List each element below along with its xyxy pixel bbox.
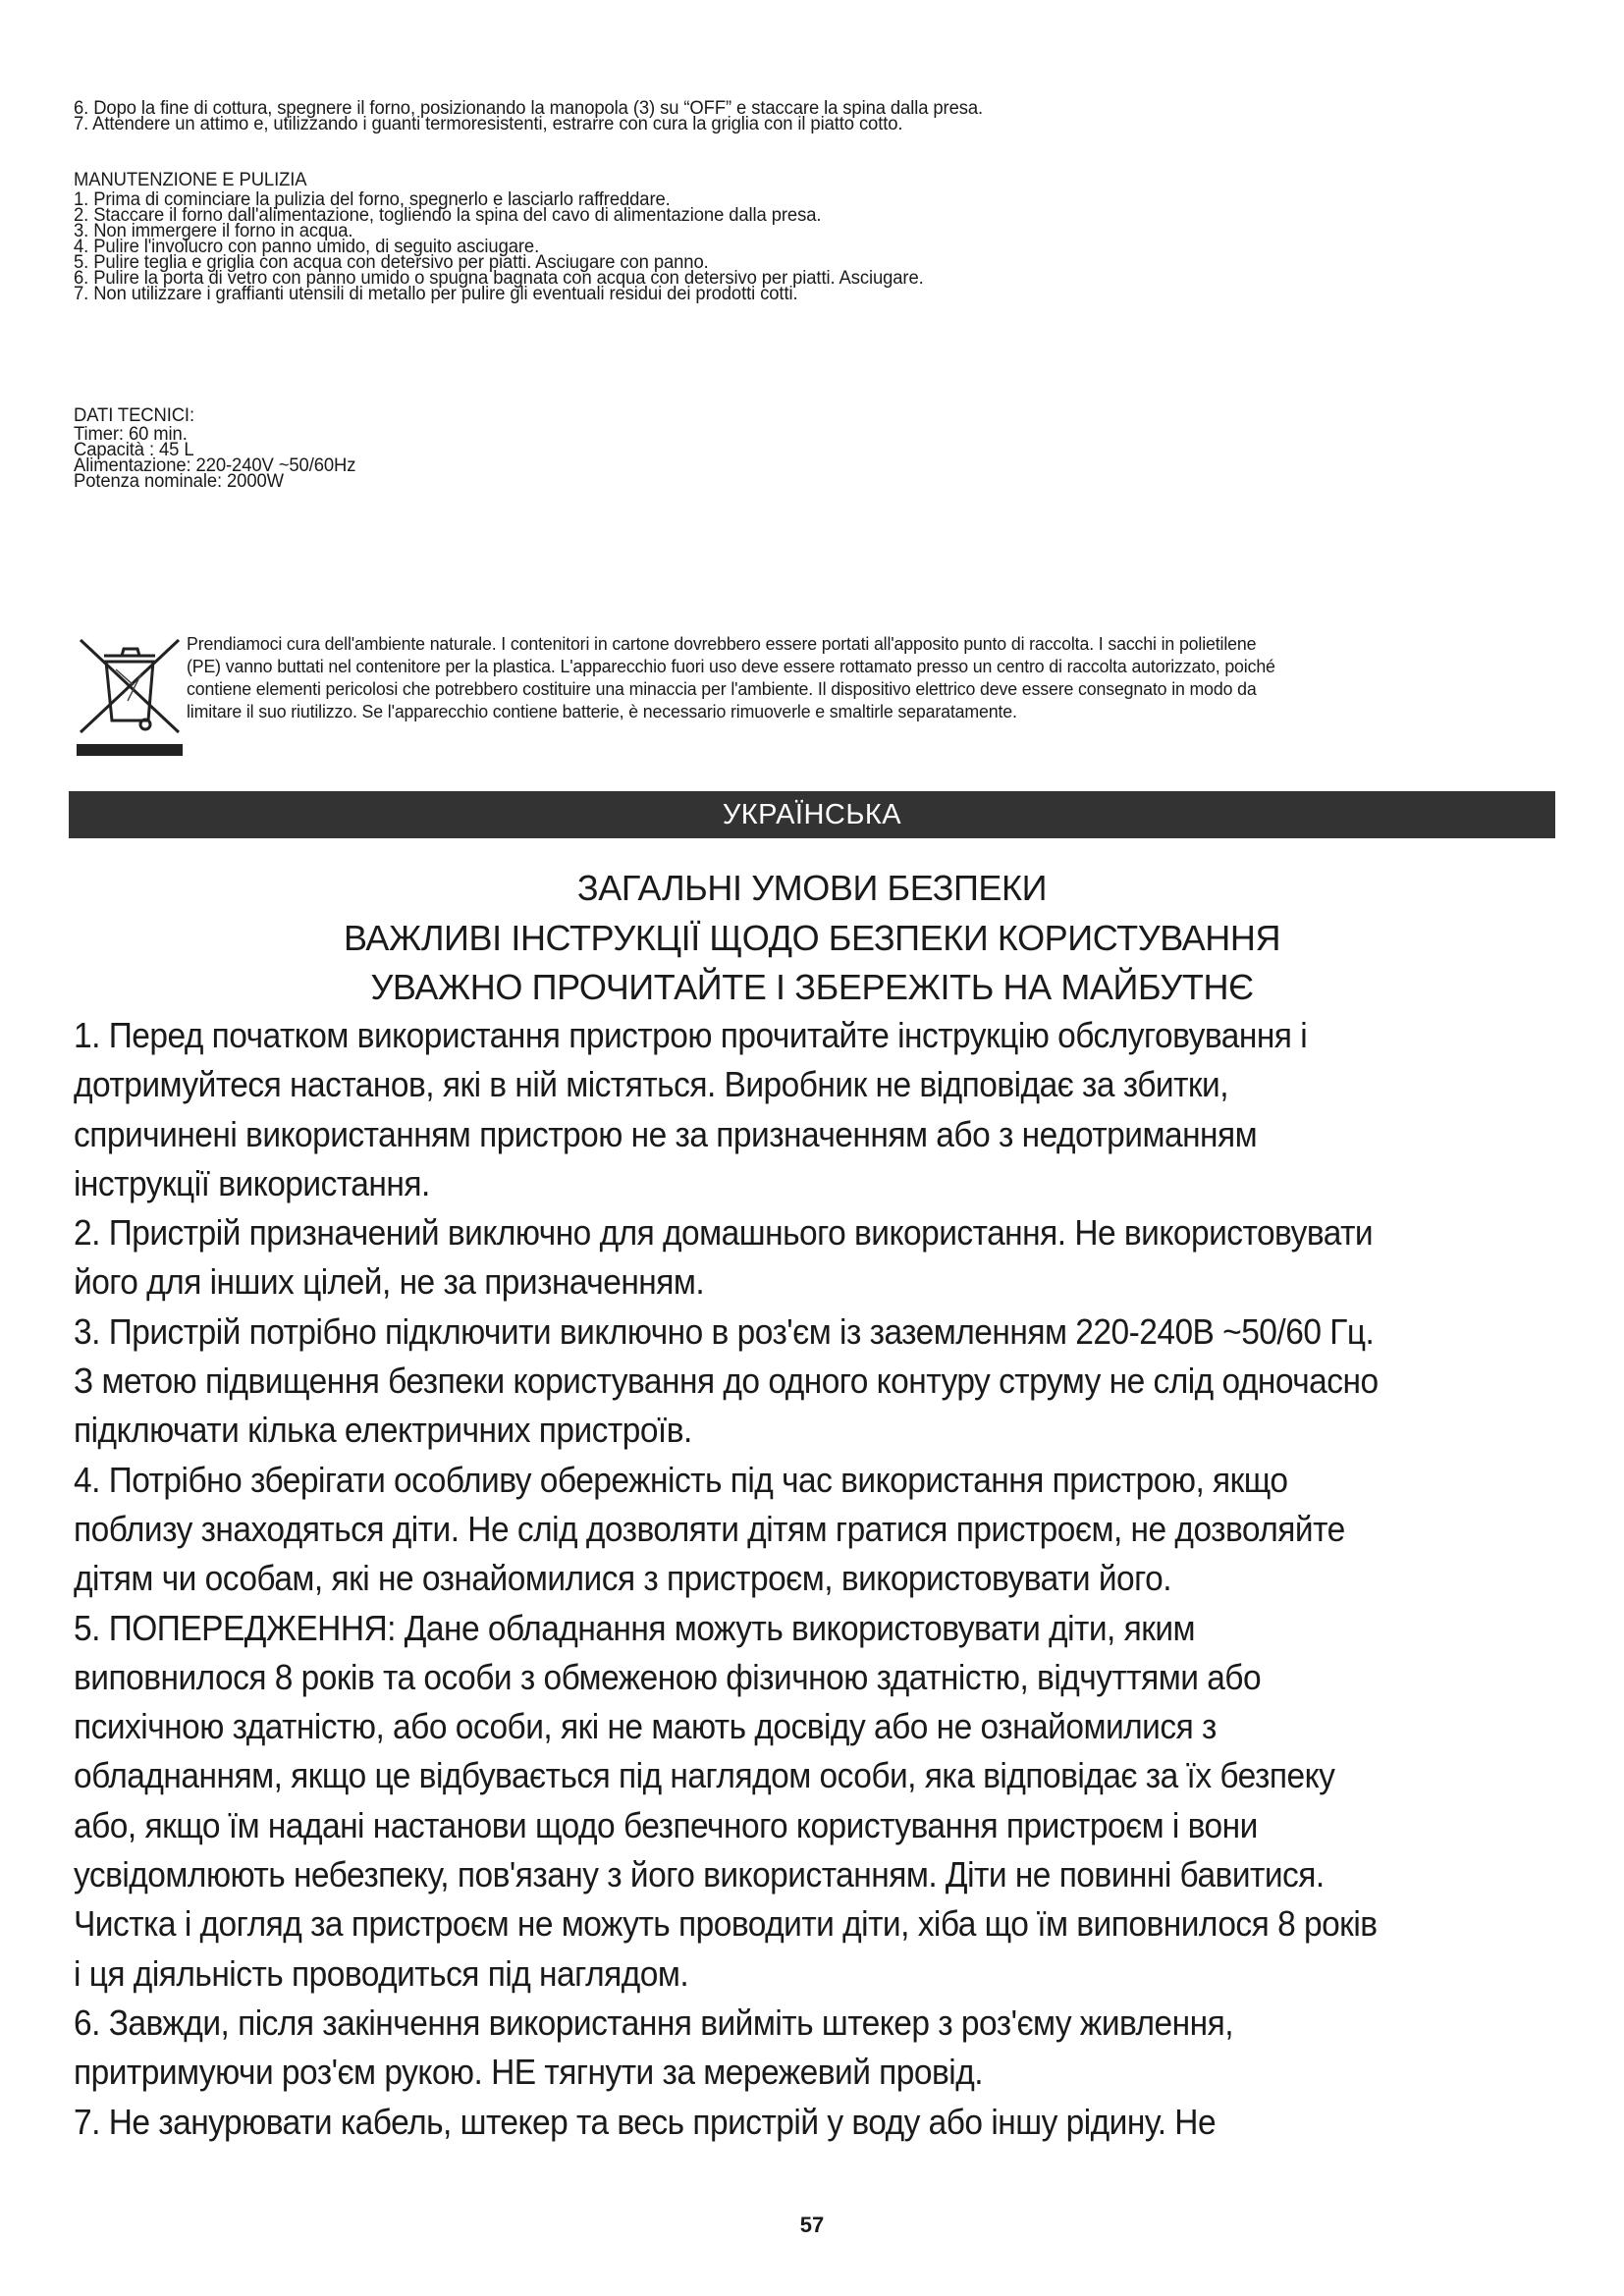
body-line: і ця діяльність проводиться під наглядом. (74, 1952, 689, 1994)
cooking-step: 6. Dopo la fine di cottura, spegnere il forno, posizionando la manopola (3) su “OFF” e staccare la spina dalla presa. (74, 98, 984, 119)
body-line: З метою підвищення безпеки користування до одного контуру струму не слід одночасно (74, 1361, 1379, 1402)
body-line: психічною здатністю, або особи, які не мають досвіду або не ознайомилися з (74, 1706, 1217, 1747)
maintenance-item: 1. Prima di cominciare la pulizia del forno, spegnerlo e lasciarlo raffreddare. (74, 189, 671, 210)
tech-data-item: Potenza nominale: 2000W (74, 471, 284, 492)
body-line: 6. Завжди, після закінчення використання вийміть штекер з роз'єму живлення, (74, 2002, 1234, 2043)
body-line: 2. Пристрій призначений виключно для домашнього використання. Не використовувати (74, 1212, 1374, 1254)
cooking-steps (74, 98, 1521, 134)
body-line: 3. Пристрій потрібно підключити виключно в роз'єм із заземленням 220-240В ~50/60 Гц. (74, 1310, 1375, 1352)
safety-instructions (74, 1011, 1462, 2147)
eco-notice-text (187, 632, 1525, 722)
tech-data-item: Timer: 60 min. (74, 424, 188, 445)
tech-data-list (74, 424, 1521, 492)
eco-notice-line: Prendiamoci cura dell'ambiente naturale. I contenitori in cartone dovrebbero essere portati all'apposito punto di raccolta. I sacchi in polietilene (187, 633, 1257, 654)
eco-notice-line: contiene elementi pericolosi che potrebbero costituire una minaccia per l'ambiente. Il dispositivo elettrico deve essere consegnato in modo da (187, 678, 1257, 699)
body-line: Чистка і догляд за пристроєм не можуть проводити діти, хіба що їм виповнилося 8 років (74, 1903, 1378, 1945)
section-heading: ВАЖЛИВІ ІНСТРУКЦІЇ ЩОДО БЕЗПЕКИ КОРИСТУВАННЯ (343, 918, 1281, 958)
maintenance-item: 6. Pulire la porta di vetro con panno umido o spugna bagnata con acqua con detersivo per piatti. Asciugare. (74, 268, 924, 289)
section-heading: УВАЖНО ПРОЧИТАЙТЕ І ЗБЕРЕЖІТЬ НА МАЙБУТНЄ (370, 967, 1254, 1007)
body-line: підключати кілька електричних пристроїв. (74, 1410, 692, 1451)
maintenance-title: MANUTENZIONE E PULIZIA (74, 170, 307, 190)
eco-notice-line: (PE) vanno buttati nel contenitore per la plastica. L'apparecchio fuori uso deve essere rottamato presso un centro di raccolta autorizzato, poiché (187, 656, 1275, 676)
body-line: інструкції використання. (74, 1162, 430, 1203)
body-line: поблизу знаходяться діти. Не слід дозволяти дітям гратися пристроєм, не дозволяйте (74, 1508, 1345, 1549)
body-line: виповнилося 8 років та особи з обмеженою фізичною здатністю, відчуттями або (74, 1656, 1262, 1697)
tech-data-item: Alimentazione: 220-240V ~50/60Hz (74, 455, 356, 476)
body-line: 7. Не занурювати кабель, штекер та весь пристрій у воду або іншу рідину. Не (74, 2101, 1217, 2142)
body-line: його для інших цілей, не за призначенням. (74, 1261, 705, 1303)
maintenance-item: 7. Non utilizzare i graffianti utensili di metallo per pulire gli eventuali residui dei prodotti cotti. (74, 284, 798, 304)
body-line: 5. ПОПЕРЕДЖЕННЯ: Дане обладнання можуть використовувати діти, яким (74, 1607, 1196, 1648)
section-heading: ЗАГАЛЬНІ УМОВИ БЕЗПЕКИ (576, 868, 1048, 908)
body-line: усвідомлюють небезпеку, пов'язану з його використанням. Діти не повинні бавитися. (74, 1854, 1325, 1896)
maintenance-item: 2. Staccare il forno dall'alimentazione, togliendo la spina del cavo di alimentazione dalla presa. (74, 205, 822, 226)
body-line: 1. Перед початком використання пристрою прочитайте інструкцію обслуговування і (74, 1015, 1308, 1055)
body-line: або, якщо їм надані настанови щодо безпечного користування пристроєм і вони (74, 1804, 1258, 1845)
body-line: 4. Потрібно зберігати особливу обережність під час використання пристрою, якщо (74, 1459, 1288, 1500)
tech-data-item: Capacità : 45 L (74, 440, 194, 460)
maintenance-list (74, 189, 1521, 304)
body-line: обладнанням, якщо це відбувається під наглядом особи, яка відповідає за їх безпеку (74, 1755, 1335, 1796)
crossed-out-wheeled-bin-icon (77, 634, 183, 758)
maintenance-item: 3. Non immergere il forno in acqua. (74, 221, 353, 241)
body-line: притримуючи роз'єм рукою. НЕ тягнути за мережевий провід. (74, 2052, 984, 2093)
maintenance-item: 5. Pulire teglia e griglia con acqua con detersivo per piatti. Asciugare con panno. (74, 252, 709, 273)
page-number: 57 (799, 2213, 825, 2237)
body-line: спричинені використанням пристрою не за призначенням або з недотриманням (74, 1113, 1258, 1154)
cooking-step: 7. Attendere un attimo e, utilizzando i guanti termoresistenti, estrarre con cura la griglia con il piatto cotto. (74, 114, 903, 134)
language-section-bar: УКРАЇНСЬКА (69, 791, 1555, 838)
tech-data-title: DATI TECNICI: (74, 405, 194, 426)
eco-notice-line: limitare il suo riutilizzo. Se l'apparecchio contiene batterie, è necessario rimuoverle e smaltirle separatamente. (187, 701, 1017, 721)
maintenance-item: 4. Pulire l'involucro con panno umido, di seguito asciugare. (74, 237, 540, 257)
body-line: дотримуйтеся настанов, які в ній містяться. Виробник не відповідає за збитки, (74, 1064, 1229, 1105)
eco-notice (74, 628, 1566, 775)
body-line: дітям чи особам, які не ознайомилися з пристроєм, використовувати його. (74, 1558, 1172, 1599)
